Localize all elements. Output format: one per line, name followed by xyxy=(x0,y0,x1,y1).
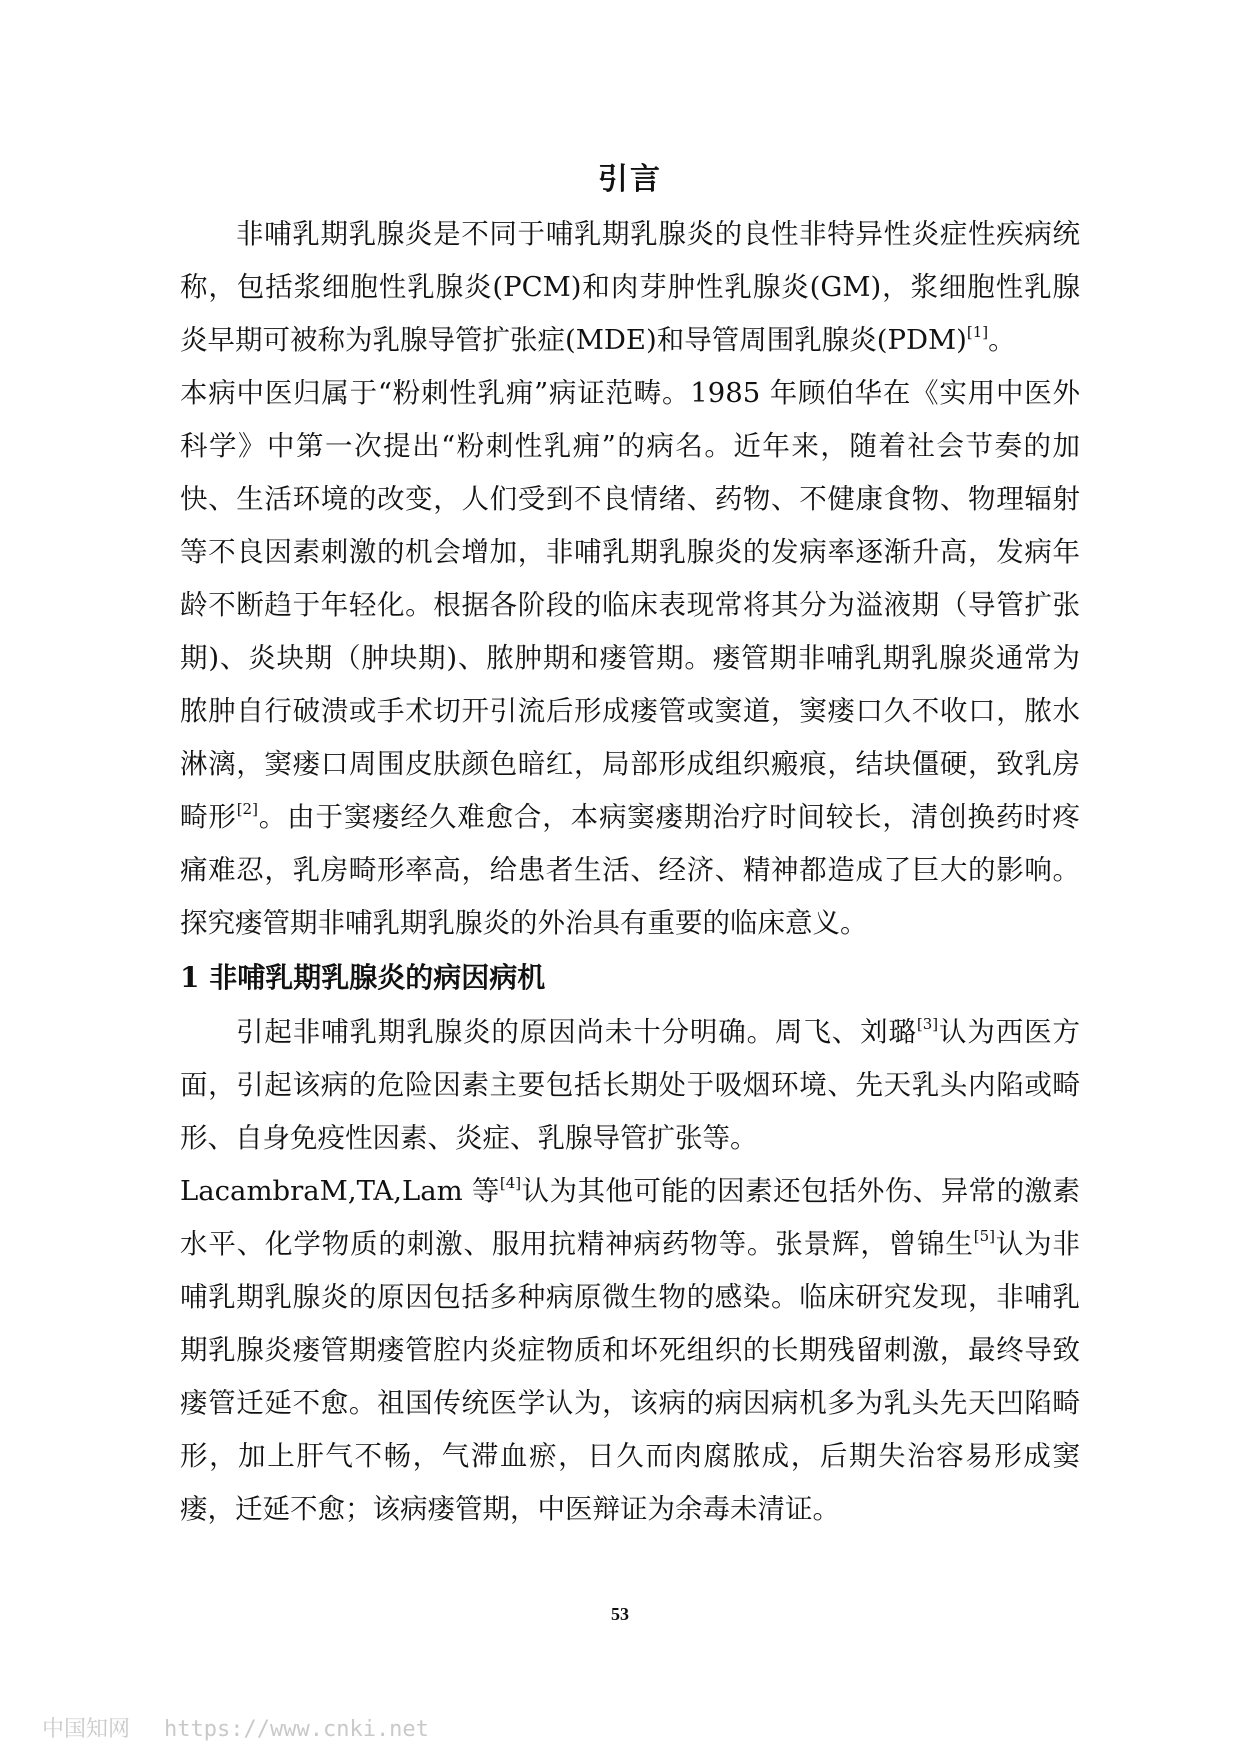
intro-p1-text: 非哺乳期乳腺炎是不同于哺乳期乳腺炎的良性非特异性炎症性疾病统称，包括浆细胞性乳腺炎(PCM)和肉芽肿性乳腺炎(GM)，浆细胞性乳腺炎早期可被称为乳腺导管扩张症(MDE)和导管周围乳腺炎(PDM) xyxy=(180,218,1080,356)
section1-p2-end: 认为非哺乳期乳腺炎的原因包括多种病原微生物的感染。临床研究发现，非哺乳期乳腺炎瘘管期瘘管腔内炎症物质和坏死组织的长期残留刺激，最终导致瘘管迁延不愈。祖国传统医学认为，该病的病因病机多为乳头先天凹陷畸形，加上肝气不畅，气滞血瘀，日久而肉腐脓成，后期失治容易形成窦瘘，迁延不愈；该病瘘管期，中医辩证为余毒未清证。 xyxy=(180,1228,1081,1525)
citation-ref-1: [1] xyxy=(966,323,989,341)
intro-p1-end: 。 xyxy=(988,324,1016,356)
section-heading-1: 1 非哺乳期乳腺炎的病因病机 xyxy=(180,961,546,994)
citation-ref-4: [4] xyxy=(499,1174,522,1192)
intro-paragraph-2 xyxy=(180,367,1080,950)
intro-p2-end: 。由于窦瘘经久难愈合，本病窦瘘期治疗时间较长，清创换药时疼痛难忍，乳房畸形率高，给患者生活、经济、精神都造成了巨大的影响。探究瘘管期非哺乳期乳腺炎的外治具有重要的临床意义。 xyxy=(180,801,1081,939)
page-number: 53 xyxy=(611,1604,629,1624)
citation-ref-5: [5] xyxy=(973,1227,995,1245)
page-content xyxy=(180,152,1080,1536)
page-title: 引言 xyxy=(598,162,662,197)
citation-ref-2: [2] xyxy=(236,800,258,818)
section1-paragraph-2 xyxy=(180,1165,1080,1536)
intro-paragraph-1 xyxy=(180,208,1080,367)
section1-p2-middle: 认为其他可能的因素还包括外伤、异常的激素水平、化学物质的刺激、服用抗精神病药物等。张景辉，曾锦生 xyxy=(180,1175,1081,1260)
watermark-url: https://www.cnki.net xyxy=(164,1717,429,1742)
section1-p1-text: 引起非哺乳期乳腺炎的原因尚未十分明确。周飞、刘璐 xyxy=(236,1016,917,1048)
section1-p2-text: LacambraM,TA,Lam 等 xyxy=(180,1175,500,1207)
section1-p1-end: 认为西医方面，引起该病的危险因素主要包括长期处于吸烟环境、先天乳头内陷或畸形、自身免疫性因素、炎症、乳腺导管扩张等。 xyxy=(180,1016,1081,1154)
section1-paragraph-1 xyxy=(180,1006,1080,1165)
watermark-brand: 中国知网 xyxy=(42,1717,131,1742)
citation-ref-3: [3] xyxy=(916,1015,939,1033)
cnki-watermark xyxy=(42,1712,429,1743)
intro-p2-text: 本病中医归属于“粉刺性乳痈”病证范畴。1985 年顾伯华在《实用中医外科学》中第一次提出“粉刺性乳痈”的病名。近年来，随着社会节奏的加快、生活环境的改变，人们受到不良情绪、药物、不健康食物、物理辐射等不良因素刺激的机会增加，非哺乳期乳腺炎的发病率逐渐升高，发病年龄不断趋于年轻化。根据各阶段的临床表现常将其分为溢液期（导管扩张期)、炎块期（肿块期)、脓肿期和瘘管期。瘘管期非哺乳期乳腺炎通常为脓肿自行破溃或手术切开引流后形成瘘管或窦道，窦瘘口久不收口，脓水淋漓，窦瘘口周围皮肤颜色暗红，局部形成组织瘢痕，结块僵硬，致乳房畸形 xyxy=(180,377,1080,833)
